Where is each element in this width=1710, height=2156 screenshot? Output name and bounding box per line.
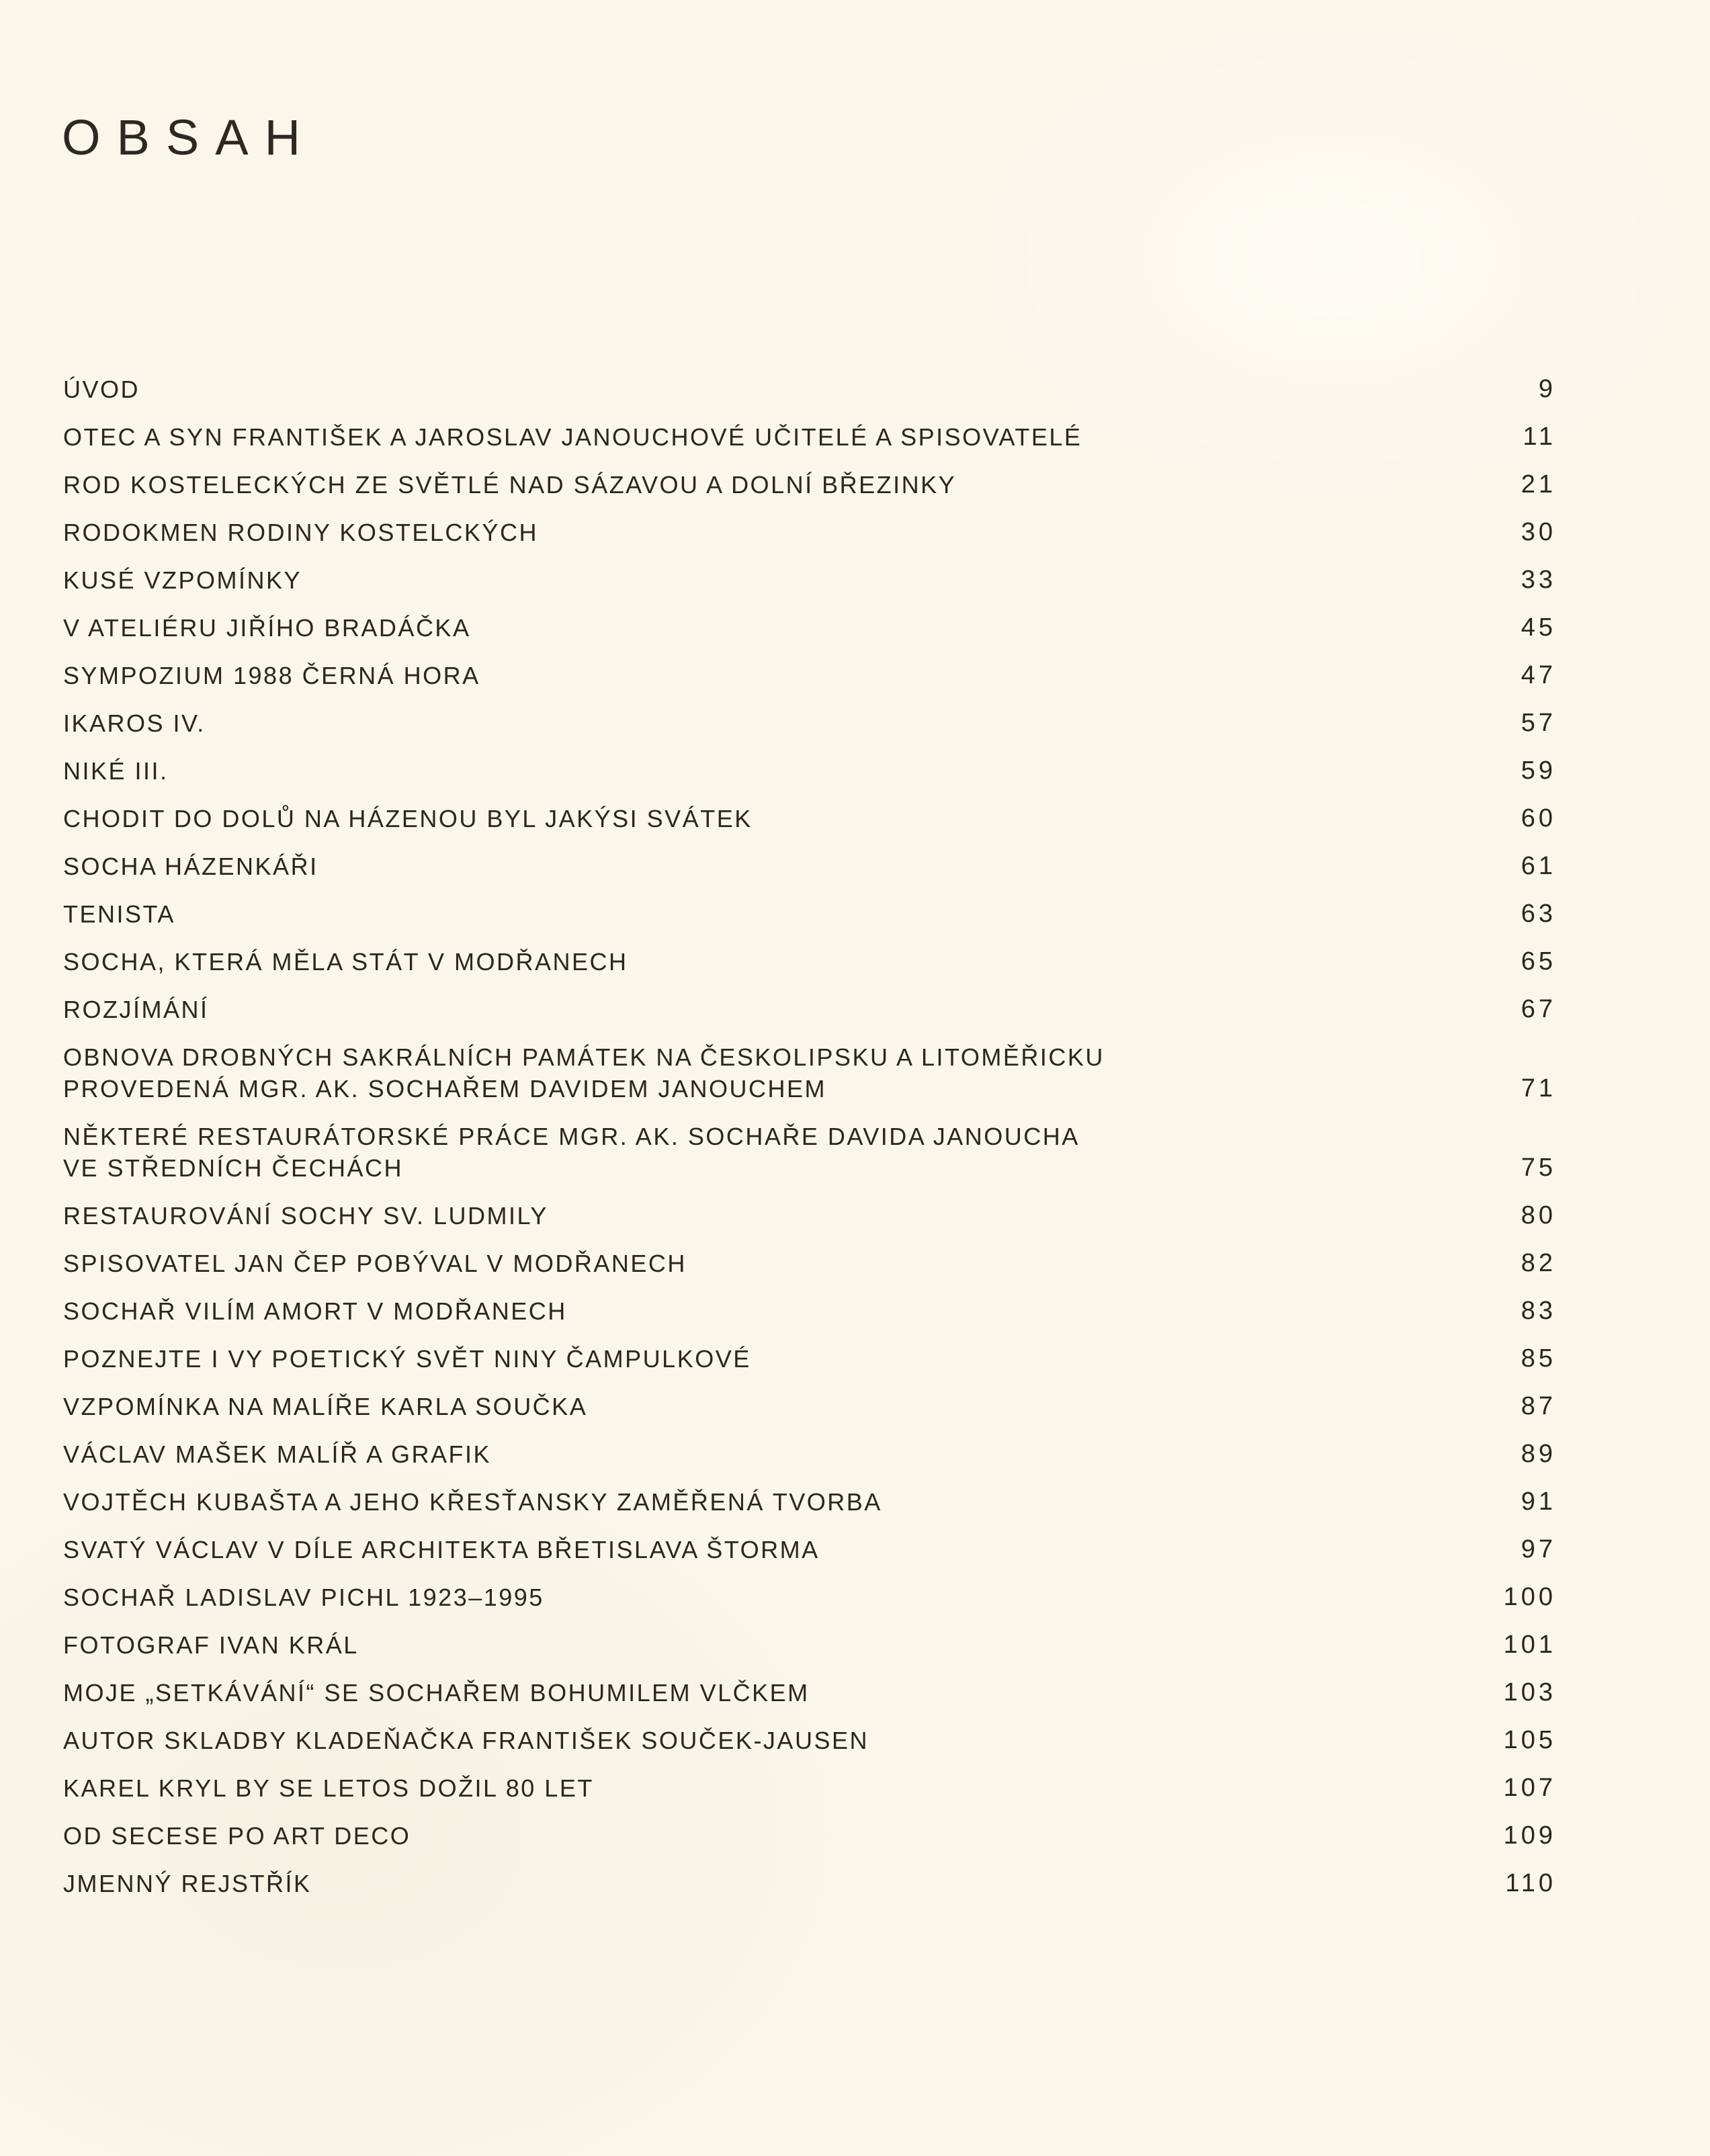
toc-entry-page-number: 85 <box>1521 1344 1556 1373</box>
toc-entry-title-line: CHODIT DO DOLŮ NA HÁZENOU BYL JAKÝSI SVÁTEK <box>63 805 753 832</box>
toc-entry-title <box>63 755 169 787</box>
toc-entry-title-line: RESTAUROVÁNÍ SOCHY SV. LUDMILY <box>63 1202 548 1230</box>
toc-entry-title-line: SVATÝ VÁCLAV V DÍLE ARCHITEKTA BŘETISLAVA ŠTORMA <box>63 1536 820 1563</box>
toc-entry <box>63 374 1556 405</box>
toc-entry <box>63 1629 1556 1661</box>
toc-entry-page-number: 45 <box>1521 613 1556 642</box>
toc-entry <box>63 660 1556 691</box>
toc-entry-page-number: 83 <box>1521 1297 1556 1325</box>
toc-entry-title <box>63 1200 548 1232</box>
toc-entry <box>63 1121 1556 1184</box>
toc-entry-title <box>63 374 140 405</box>
toc-entry-title-line: RODOKMEN RODINY KOSTELCKÝCH <box>63 519 538 546</box>
toc-entry <box>63 1248 1556 1279</box>
toc-entry-title <box>63 946 628 978</box>
toc-entry-title <box>63 707 206 739</box>
toc-entry-title <box>63 803 753 834</box>
toc-entry-title-line: VOJTĚCH KUBAŠTA A JEHO KŘESŤANSKY ZAMĚŘENÁ TVORBA <box>63 1488 882 1516</box>
toc-entry <box>63 1820 1556 1852</box>
toc-entry-title-line: KAREL KRYL BY SE LETOS DOŽIL 80 LET <box>63 1774 594 1802</box>
toc-entry-page-number: 9 <box>1538 375 1556 403</box>
toc-entry-page-number: 21 <box>1521 470 1556 499</box>
toc-entry-title <box>63 1629 359 1661</box>
toc-entry-title <box>63 1343 751 1375</box>
toc-entry-title <box>63 1725 869 1756</box>
toc-entry-page-number: 60 <box>1521 804 1556 832</box>
toc-entry-page-number: 63 <box>1521 900 1556 928</box>
toc-entry-page-number: 61 <box>1521 852 1556 880</box>
toc-entry <box>63 1200 1556 1232</box>
toc-entry <box>63 421 1556 453</box>
toc-entry-page-number: 97 <box>1521 1535 1556 1563</box>
toc-entry <box>63 1868 1556 1899</box>
toc-entry-title-line: MOJE „SETKÁVÁNÍ“ SE SOCHAŘEM BOHUMILEM VLČKEM <box>63 1679 810 1707</box>
toc-entry-title-line: VE STŘEDNÍCH ČECHÁCH <box>63 1154 404 1182</box>
toc-entry-title <box>63 469 956 501</box>
toc-entry-page-number: 103 <box>1503 1678 1556 1707</box>
toc-entry <box>63 803 1556 834</box>
toc-entry-page-number: 100 <box>1503 1583 1556 1611</box>
toc-entry-title <box>63 1868 312 1899</box>
toc-entry-title-line: KUSÉ VZPOMÍNKY <box>63 566 302 594</box>
toc-entry-page-number: 33 <box>1521 566 1556 594</box>
toc-entry-page-number: 89 <box>1521 1440 1556 1468</box>
toc-entry-title <box>63 898 175 930</box>
toc-entry-page-number: 105 <box>1503 1726 1556 1754</box>
toc-entry-title <box>63 1121 1080 1184</box>
toc-entry-page-number: 30 <box>1521 518 1556 546</box>
toc-entry <box>63 612 1556 644</box>
toc-entry-title <box>63 1248 687 1279</box>
toc-entry-title-line: AUTOR SKLADBY KLADEŇAČKA FRANTIŠEK SOUČEK-JAUSEN <box>63 1727 869 1754</box>
toc-entry <box>63 1438 1556 1470</box>
toc-entry-page-number: 109 <box>1503 1821 1556 1850</box>
toc-entry-title <box>63 1582 544 1613</box>
toc-entry-title <box>63 1820 411 1852</box>
toc-entry-title <box>63 1438 491 1470</box>
toc-entry-page-number: 101 <box>1503 1631 1556 1659</box>
toc-entry-title-line: TENISTA <box>63 900 175 928</box>
toc-entry-page-number: 57 <box>1521 709 1556 737</box>
toc-entry-page-number: 91 <box>1521 1487 1556 1516</box>
toc-entry-title <box>63 1041 1105 1105</box>
toc-entry <box>63 1534 1556 1565</box>
toc-entry-title <box>63 421 1082 453</box>
toc-entry <box>63 994 1556 1025</box>
toc-entry-page-number: 11 <box>1523 423 1556 451</box>
toc-entry-page-number: 110 <box>1505 1869 1556 1897</box>
toc-entry <box>63 1343 1556 1375</box>
toc-entry-title-line: OBNOVA DROBNÝCH SAKRÁLNÍCH PAMÁTEK NA ČESKOLIPSKU A LITOMĚŘICKU <box>63 1043 1105 1071</box>
toc-entry-title-line: ROZJÍMÁNÍ <box>63 996 209 1023</box>
toc-entry <box>63 1295 1556 1327</box>
toc-entry <box>63 469 1556 501</box>
toc-entry <box>63 1041 1556 1105</box>
toc-entry-title <box>63 612 470 644</box>
toc-entry <box>63 1486 1556 1518</box>
toc-entry-title-line: ÚVOD <box>63 376 140 403</box>
toc-entry-title-line: SOCHAŘ LADISLAV PICHL 1923–1995 <box>63 1584 544 1611</box>
toc-entry-title-line: NĚKTERÉ RESTAURÁTORSKÉ PRÁCE MGR. AK. SOCHAŘE DAVIDA JANOUCHA <box>63 1123 1080 1150</box>
toc-entry-title-line: OD SECESE PO ART DECO <box>63 1822 411 1850</box>
toc-entry-page-number: 82 <box>1521 1249 1556 1277</box>
toc-entry-title <box>63 1486 882 1518</box>
page-title: OBSAH <box>62 110 317 165</box>
toc-entry <box>63 564 1556 596</box>
toc-entry <box>63 1772 1556 1804</box>
toc-entry <box>63 1677 1556 1709</box>
toc-entry-title-line: JMENNÝ REJSTŘÍK <box>63 1870 312 1897</box>
toc-entry <box>63 1582 1556 1613</box>
toc-entry-title <box>63 1391 587 1422</box>
toc-entry-title-line: ROD KOSTELECKÝCH ZE SVĚTLÉ NAD SÁZAVOU A DOLNÍ BŘEZINKY <box>63 471 957 499</box>
toc-entry <box>63 707 1556 739</box>
toc-entry-page-number: 47 <box>1521 661 1556 689</box>
toc-entry-page-number: 59 <box>1521 757 1556 785</box>
toc-entry-title-line: IKAROS IV. <box>63 709 206 737</box>
toc-entry-title-line: OTEC A SYN FRANTIŠEK A JAROSLAV JANOUCHOVÉ UČITELÉ A SPISOVATELÉ <box>63 423 1082 451</box>
toc-entry-title-line: NIKÉ III. <box>63 757 169 785</box>
toc-entry-title-line: SOCHA HÁZENKÁŘI <box>63 853 318 880</box>
toc-entry-title-line: V ATELIÉRU JIŘÍHO BRADÁČKA <box>63 614 471 642</box>
toc-entry-page-number: 67 <box>1521 995 1556 1023</box>
toc-entry <box>63 755 1556 787</box>
table-of-contents <box>63 374 1556 1899</box>
toc-entry-page-number: 71 <box>1521 1074 1556 1103</box>
toc-entry <box>63 946 1556 978</box>
toc-entry-title <box>63 517 538 548</box>
toc-entry-title-line: POZNEJTE I VY POETICKÝ SVĚT NINY ČAMPULKOVÉ <box>63 1345 751 1373</box>
toc-entry-title <box>63 1677 810 1709</box>
toc-entry <box>63 898 1556 930</box>
toc-entry-title-line: VZPOMÍNKA NA MALÍŘE KARLA SOUČKA <box>63 1393 588 1420</box>
toc-entry <box>63 1725 1556 1756</box>
toc-entry-page-number: 65 <box>1521 947 1556 976</box>
toc-entry-title-line: SOCHA, KTERÁ MĚLA STÁT V MODŘANECH <box>63 948 628 976</box>
toc-entry-title <box>63 660 480 691</box>
toc-entry-title-line: SPISOVATEL JAN ČEP POBÝVAL V MODŘANECH <box>63 1250 687 1277</box>
toc-entry-title <box>63 1772 594 1804</box>
toc-entry <box>63 1391 1556 1422</box>
toc-entry-page-number: 87 <box>1521 1392 1556 1420</box>
toc-entry-title <box>63 994 209 1025</box>
toc-entry <box>63 851 1556 882</box>
toc-entry-page-number: 75 <box>1521 1154 1556 1182</box>
toc-entry-title-line: SYMPOZIUM 1988 ČERNÁ HORA <box>63 662 480 689</box>
toc-entry-title <box>63 1534 820 1565</box>
toc-entry-title-line: PROVEDENÁ MGR. AK. SOCHAŘEM DAVIDEM JANOUCHEM <box>63 1075 826 1103</box>
toc-entry-title-line: SOCHAŘ VILÍM AMORT V MODŘANECH <box>63 1297 567 1325</box>
toc-entry-title-line: FOTOGRAF IVAN KRÁL <box>63 1631 359 1659</box>
toc-entry-title <box>63 851 318 882</box>
toc-entry-page-number: 107 <box>1503 1774 1556 1802</box>
toc-entry-title-line: VÁCLAV MAŠEK MALÍŘ A GRAFIK <box>63 1440 492 1468</box>
toc-entry-title <box>63 564 302 596</box>
toc-entry <box>63 517 1556 548</box>
toc-entry-title <box>63 1295 567 1327</box>
toc-entry-page-number: 80 <box>1521 1201 1556 1230</box>
